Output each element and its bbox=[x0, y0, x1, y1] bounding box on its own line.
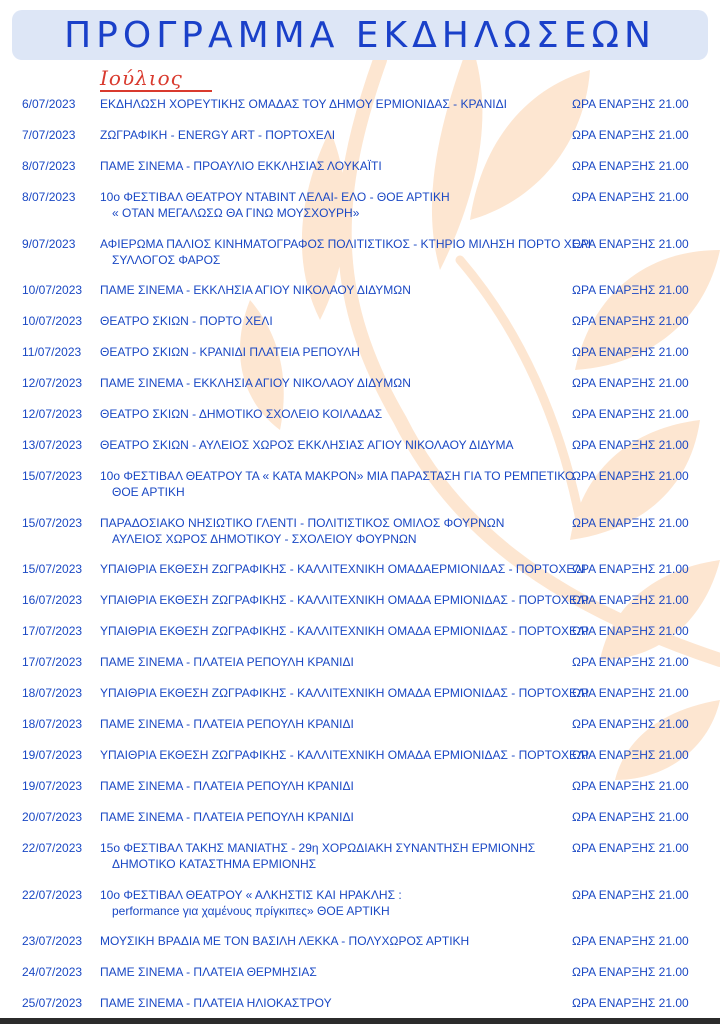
event-date: 17/07/2023 bbox=[22, 624, 83, 638]
event-description bbox=[100, 933, 570, 949]
event-start-time: ΩΡΑ ΕΝΑΡΞΗΣ 21.00 bbox=[572, 841, 689, 855]
event-description bbox=[100, 236, 592, 268]
event-description bbox=[100, 515, 570, 547]
event-date: 10/07/2023 bbox=[22, 314, 83, 328]
event-start-time: ΩΡΑ ΕΝΑΡΞΗΣ 21.00 bbox=[572, 190, 689, 204]
event-description-line: ΠΑΜΕ ΣΙΝΕΜΑ - ΠΛΑΤΕΙΑ ΡΕΠΟΥΛΗ ΚΡΑΝΙΔΙ bbox=[100, 810, 354, 824]
event-date: 12/07/2023 bbox=[22, 407, 83, 421]
event-description bbox=[100, 654, 570, 670]
event-start-time: ΩΡΑ ΕΝΑΡΞΗΣ 21.00 bbox=[572, 593, 689, 607]
event-date: 19/07/2023 bbox=[22, 779, 83, 793]
event-description bbox=[100, 344, 570, 360]
event-date: 6/07/2023 bbox=[22, 97, 76, 111]
event-date: 9/07/2023 bbox=[22, 236, 76, 251]
event-start-time: ΩΡΑ ΕΝΑΡΞΗΣ 21.00 bbox=[572, 965, 689, 979]
event-description-line: ΠΑΜΕ ΣΙΝΕΜΑ - ΠΛΑΤΕΙΑ ΗΛΙΟΚΑΣΤΡΟΥ bbox=[100, 996, 332, 1010]
event-description bbox=[100, 716, 570, 732]
event-start-time: ΩΡΑ ΕΝΑΡΞΗΣ 21.00 bbox=[572, 407, 689, 421]
event-start-time: ΩΡΑ ΕΝΑΡΞΗΣ 21.00 bbox=[572, 624, 689, 638]
event-date: 18/07/2023 bbox=[22, 686, 83, 700]
event-description-line: ΥΠΑΙΘΡΙΑ ΕΚΘΕΣΗ ΖΩΓΡΑΦΙΚΗΣ - ΚΑΛΛΙΤΕΧΝΙΚΗ ΟΜΑΔΑΕΡΜΙΟΝΙΔΑΣ - ΠΟΡΤΟΧΕΛΙ bbox=[100, 562, 586, 576]
title-banner bbox=[12, 10, 708, 60]
event-description-line: ΠΑΜΕ ΣΙΝΕΜΑ - ΠΡΟΑΥΛΙΟ ΕΚΚΛΗΣΙΑΣ ΛΟΥΚΑΪΤΙ bbox=[100, 159, 382, 173]
event-start-time: ΩΡΑ ΕΝΑΡΞΗΣ 21.00 bbox=[572, 779, 689, 793]
event-description-line: ΘΟΕ ΑΡΤΙΚΗ bbox=[112, 485, 185, 499]
event-description-line: ΥΠΑΙΘΡΙΑ ΕΚΘΕΣΗ ΖΩΓΡΑΦΙΚΗΣ - ΚΑΛΛΙΤΕΧΝΙΚΗ ΟΜΑΔΑ ΕΡΜΙΟΝΙΔΑΣ - ΠΟΡΤΟΧΕΛΙ bbox=[100, 748, 589, 762]
event-date: 15/07/2023 bbox=[22, 469, 83, 483]
event-description-line: ΕΚΔΗΛΩΣΗ ΧΟΡΕΥΤΙΚΗΣ ΟΜΑΔΑΣ ΤΟΥ ΔΗΜΟΥ ΕΡΜΙΟΝΙΔΑΣ - ΚΡΑΝΙΔΙ bbox=[100, 97, 507, 111]
event-description bbox=[100, 189, 570, 221]
event-start-time: ΩΡΑ ΕΝΑΡΞΗΣ 21.00 bbox=[572, 345, 689, 359]
event-description-line: ΠΑΜΕ ΣΙΝΕΜΑ - ΠΛΑΤΕΙΑ ΡΕΠΟΥΛΗ ΚΡΑΝΙΔΙ bbox=[100, 779, 354, 793]
event-start-time: ΩΡΑ ΕΝΑΡΞΗΣ 21.00 bbox=[572, 128, 689, 142]
event-description bbox=[100, 964, 570, 980]
event-description-line: ΥΠΑΙΘΡΙΑ ΕΚΘΕΣΗ ΖΩΓΡΑΦΙΚΗΣ - ΚΑΛΛΙΤΕΧΝΙΚΗ ΟΜΑΔΑ ΕΡΜΙΟΝΙΔΑΣ - ΠΟΡΤΟΧΕΛΙ bbox=[100, 624, 589, 638]
event-description-line: ΣΥΛΛΟΓΟΣ ΦΑΡΟΣ bbox=[112, 252, 221, 267]
event-date: 12/07/2023 bbox=[22, 376, 83, 390]
event-description-line: 15ο ΦΕΣΤΙΒΑΛ ΤΑΚΗΣ ΜΑΝΙΑΤΗΣ - 29η ΧΟΡΩΔΙΑΚΗ ΣΥΝΑΝΤΗΣΗ ΕΡΜΙΟΝΗΣ bbox=[100, 841, 536, 855]
event-description bbox=[100, 282, 570, 298]
event-start-time: ΩΡΑ ΕΝΑΡΞΗΣ 21.00 bbox=[572, 283, 689, 297]
event-date: 25/07/2023 bbox=[22, 996, 83, 1010]
event-start-time: ΩΡΑ ΕΝΑΡΞΗΣ 21.00 bbox=[572, 748, 689, 762]
event-description-line: ΠΑΜΕ ΣΙΝΕΜΑ - ΠΛΑΤΕΙΑ ΘΕΡΜΗΣΙΑΣ bbox=[100, 965, 317, 979]
event-date: 22/07/2023 bbox=[22, 887, 83, 902]
event-description bbox=[100, 127, 570, 143]
event-description bbox=[100, 887, 570, 919]
event-date: 24/07/2023 bbox=[22, 965, 83, 979]
event-description bbox=[100, 468, 575, 500]
event-description-line: ΠΑΡΑΔΟΣΙΑΚΟ ΝΗΣΙΩΤΙΚΟ ΓΛΕΝΤΙ - ΠΟΛΙΤΙΣΤΙΚΟΣ ΟΜΙΛΟΣ ΦΟΥΡΝΩΝ bbox=[100, 515, 505, 530]
event-description-line: ΥΠΑΙΘΡΙΑ ΕΚΘΕΣΗ ΖΩΓΡΑΦΙΚΗΣ - ΚΑΛΛΙΤΕΧΝΙΚΗ ΟΜΑΔΑ ΕΡΜΙΟΝΙΔΑΣ - ΠΟΡΤΟΧΕΛΙ bbox=[100, 686, 589, 700]
event-description bbox=[100, 995, 570, 1011]
event-description bbox=[100, 406, 570, 422]
event-date: 8/07/2023 bbox=[22, 159, 76, 173]
event-description-line: ΑΥΛΕΙΟΣ ΧΩΡΟΣ ΔΗΜΟΤΙΚΟΥ - ΣΧΟΛΕΙΟΥ ΦΟΥΡΝΩΝ bbox=[112, 531, 417, 546]
event-start-time: ΩΡΑ ΕΝΑΡΞΗΣ 21.00 bbox=[572, 97, 689, 111]
event-start-time: ΩΡΑ ΕΝΑΡΞΗΣ 21.00 bbox=[572, 469, 689, 483]
page-title: ΠΡΟΓΡΑΜΜΑ ΕΚΔΗΛΩΣΕΩΝ bbox=[64, 14, 656, 56]
event-date: 16/07/2023 bbox=[22, 593, 83, 607]
event-description bbox=[100, 809, 570, 825]
event-description bbox=[100, 96, 570, 112]
event-date: 19/07/2023 bbox=[22, 748, 83, 762]
event-description-line: « ΟΤΑΝ ΜΕΓΑΛΩΣΩ ΘΑ ΓΙΝΩ ΜΟΥΣΧΟΥΡΗ» bbox=[112, 206, 360, 220]
event-date: 15/07/2023 bbox=[22, 562, 83, 576]
event-start-time: ΩΡΑ ΕΝΑΡΞΗΣ 21.00 bbox=[572, 934, 689, 948]
event-date: 20/07/2023 bbox=[22, 810, 83, 824]
event-description-line: performance για χαμένους πρίγκιπες» ΘΟΕ ΑΡΤΙΚΗ bbox=[112, 903, 390, 918]
event-start-time: ΩΡΑ ΕΝΑΡΞΗΣ 21.00 bbox=[572, 438, 689, 452]
event-description-line: ΘΕΑΤΡΟ ΣΚΙΩΝ - ΑΥΛΕΙΟΣ ΧΩΡΟΣ ΕΚΚΛΗΣΙΑΣ ΑΓΙΟΥ ΝΙΚΟΛΑΟΥ ΔΙΔΥΜΑ bbox=[100, 438, 514, 452]
event-date: 15/07/2023 bbox=[22, 515, 83, 530]
month-heading: Ιούλιος bbox=[100, 66, 183, 90]
event-description bbox=[100, 561, 586, 577]
month-underline bbox=[100, 90, 212, 92]
event-start-time: ΩΡΑ ΕΝΑΡΞΗΣ 21.00 bbox=[572, 717, 689, 731]
event-description-line: ΑΦΙΕΡΩΜΑ ΠΑΛΙΟΣ ΚΙΝΗΜΑΤΟΓΡΑΦΟΣ ΠΟΛΙΤΙΣΤΙΚΟΣ - ΚΤΗΡΙΟ ΜΙΛΗΣΗ ΠΟΡΤΟ ΧΕΛΙ bbox=[100, 236, 592, 251]
event-start-time: ΩΡΑ ΕΝΑΡΞΗΣ 21.00 bbox=[572, 887, 689, 902]
event-description-line: 10ο ΦΕΣΤΙΒΑΛ ΘΕΑΤΡΟΥ ΝΤΑΒΙΝΤ ΛΕΛΑΙ- ΕΛΟ - ΘΟΕ ΑΡΤΙΚΗ bbox=[100, 190, 450, 204]
event-description-line: ΠΑΜΕ ΣΙΝΕΜΑ - ΠΛΑΤΕΙΑ ΡΕΠΟΥΛΗ ΚΡΑΝΙΔΙ bbox=[100, 655, 354, 669]
event-start-time: ΩΡΑ ΕΝΑΡΞΗΣ 21.00 bbox=[572, 562, 689, 576]
event-description bbox=[100, 623, 589, 639]
event-description-line: ΘΕΑΤΡΟ ΣΚΙΩΝ - ΚΡΑΝΙΔΙ ΠΛΑΤΕΙΑ ΡΕΠΟΥΛΗ bbox=[100, 345, 360, 359]
event-description-line: ΔΗΜΟΤΙΚΟ ΚΑΤΑΣΤΗΜΑ ΕΡΜΙΟΝΗΣ bbox=[112, 857, 317, 871]
event-description-line: ΠΑΜΕ ΣΙΝΕΜΑ - ΕΚΚΛΗΣΙΑ ΑΓΙΟΥ ΝΙΚΟΛΑΟΥ ΔΙΔΥΜΩΝ bbox=[100, 283, 411, 297]
event-date: 17/07/2023 bbox=[22, 655, 83, 669]
event-description bbox=[100, 375, 570, 391]
event-description-line: ΖΩΓΡΑΦΙΚΗ - ENERGY ART - ΠΟΡΤΟΧΕΛΙ bbox=[100, 128, 336, 142]
event-start-time: ΩΡΑ ΕΝΑΡΞΗΣ 21.00 bbox=[572, 810, 689, 824]
event-description bbox=[100, 840, 570, 872]
event-description bbox=[100, 778, 570, 794]
event-date: 8/07/2023 bbox=[22, 190, 76, 204]
event-date: 22/07/2023 bbox=[22, 841, 83, 855]
event-description-line: ΘΕΑΤΡΟ ΣΚΙΩΝ - ΠΟΡΤΟ ΧΕΛΙ bbox=[100, 314, 273, 328]
event-start-time: ΩΡΑ ΕΝΑΡΞΗΣ 21.00 bbox=[572, 236, 689, 251]
event-date: 7/07/2023 bbox=[22, 128, 76, 142]
bottom-bar bbox=[0, 1018, 720, 1024]
event-description-line: ΠΑΜΕ ΣΙΝΕΜΑ - ΠΛΑΤΕΙΑ ΡΕΠΟΥΛΗ ΚΡΑΝΙΔΙ bbox=[100, 717, 354, 731]
event-start-time: ΩΡΑ ΕΝΑΡΞΗΣ 21.00 bbox=[572, 314, 689, 328]
event-description-line: ΜΟΥΣΙΚΗ ΒΡΑΔΙΑ ΜΕ ΤΟΝ ΒΑΣΙΛΗ ΛΕΚΚΑ - ΠΟΛΥΧΩΡΟΣ ΑΡΤΙΚΗ bbox=[100, 934, 470, 948]
event-description-line: ΠΑΜΕ ΣΙΝΕΜΑ - ΕΚΚΛΗΣΙΑ ΑΓΙΟΥ ΝΙΚΟΛΑΟΥ ΔΙΔΥΜΩΝ bbox=[100, 376, 411, 390]
event-description bbox=[100, 685, 589, 701]
event-description bbox=[100, 313, 570, 329]
event-start-time: ΩΡΑ ΕΝΑΡΞΗΣ 21.00 bbox=[572, 159, 689, 173]
event-description-line: 10ο ΦΕΣΤΙΒΑΛ ΘΕΑΤΡΟΥ ΤΑ « ΚΑΤΑ ΜΑΚΡΟΝ» ΜΙΑ ΠΑΡΑΣΤΑΣΗ ΓΙΑ ΤΟ ΡΕΜΠΕΤΙΚΟ bbox=[100, 469, 575, 483]
event-start-time: ΩΡΑ ΕΝΑΡΞΗΣ 21.00 bbox=[572, 376, 689, 390]
event-date: 11/07/2023 bbox=[22, 345, 82, 359]
event-date: 18/07/2023 bbox=[22, 717, 83, 731]
event-date: 10/07/2023 bbox=[22, 283, 83, 297]
event-description bbox=[100, 437, 570, 453]
event-description bbox=[100, 592, 589, 608]
event-start-time: ΩΡΑ ΕΝΑΡΞΗΣ 21.00 bbox=[572, 996, 689, 1010]
event-date: 13/07/2023 bbox=[22, 438, 83, 452]
event-date: 23/07/2023 bbox=[22, 934, 83, 948]
event-description-line: ΥΠΑΙΘΡΙΑ ΕΚΘΕΣΗ ΖΩΓΡΑΦΙΚΗΣ - ΚΑΛΛΙΤΕΧΝΙΚΗ ΟΜΑΔΑ ΕΡΜΙΟΝΙΔΑΣ - ΠΟΡΤΟΧΕΛΙ bbox=[100, 593, 589, 607]
event-description-line: 10ο ΦΕΣΤΙΒΑΛ ΘΕΑΤΡΟΥ « ΑΛΚΗΣΤΙΣ ΚΑΙ ΗΡΑΚΛΗΣ : bbox=[100, 887, 402, 902]
event-description-line: ΘΕΑΤΡΟ ΣΚΙΩΝ - ΔΗΜΟΤΙΚΟ ΣΧΟΛΕΙΟ ΚΟΙΛΑΔΑΣ bbox=[100, 407, 383, 421]
event-start-time: ΩΡΑ ΕΝΑΡΞΗΣ 21.00 bbox=[572, 686, 689, 700]
event-start-time: ΩΡΑ ΕΝΑΡΞΗΣ 21.00 bbox=[572, 515, 689, 530]
event-description bbox=[100, 158, 570, 174]
event-description bbox=[100, 747, 589, 763]
event-start-time: ΩΡΑ ΕΝΑΡΞΗΣ 21.00 bbox=[572, 655, 689, 669]
